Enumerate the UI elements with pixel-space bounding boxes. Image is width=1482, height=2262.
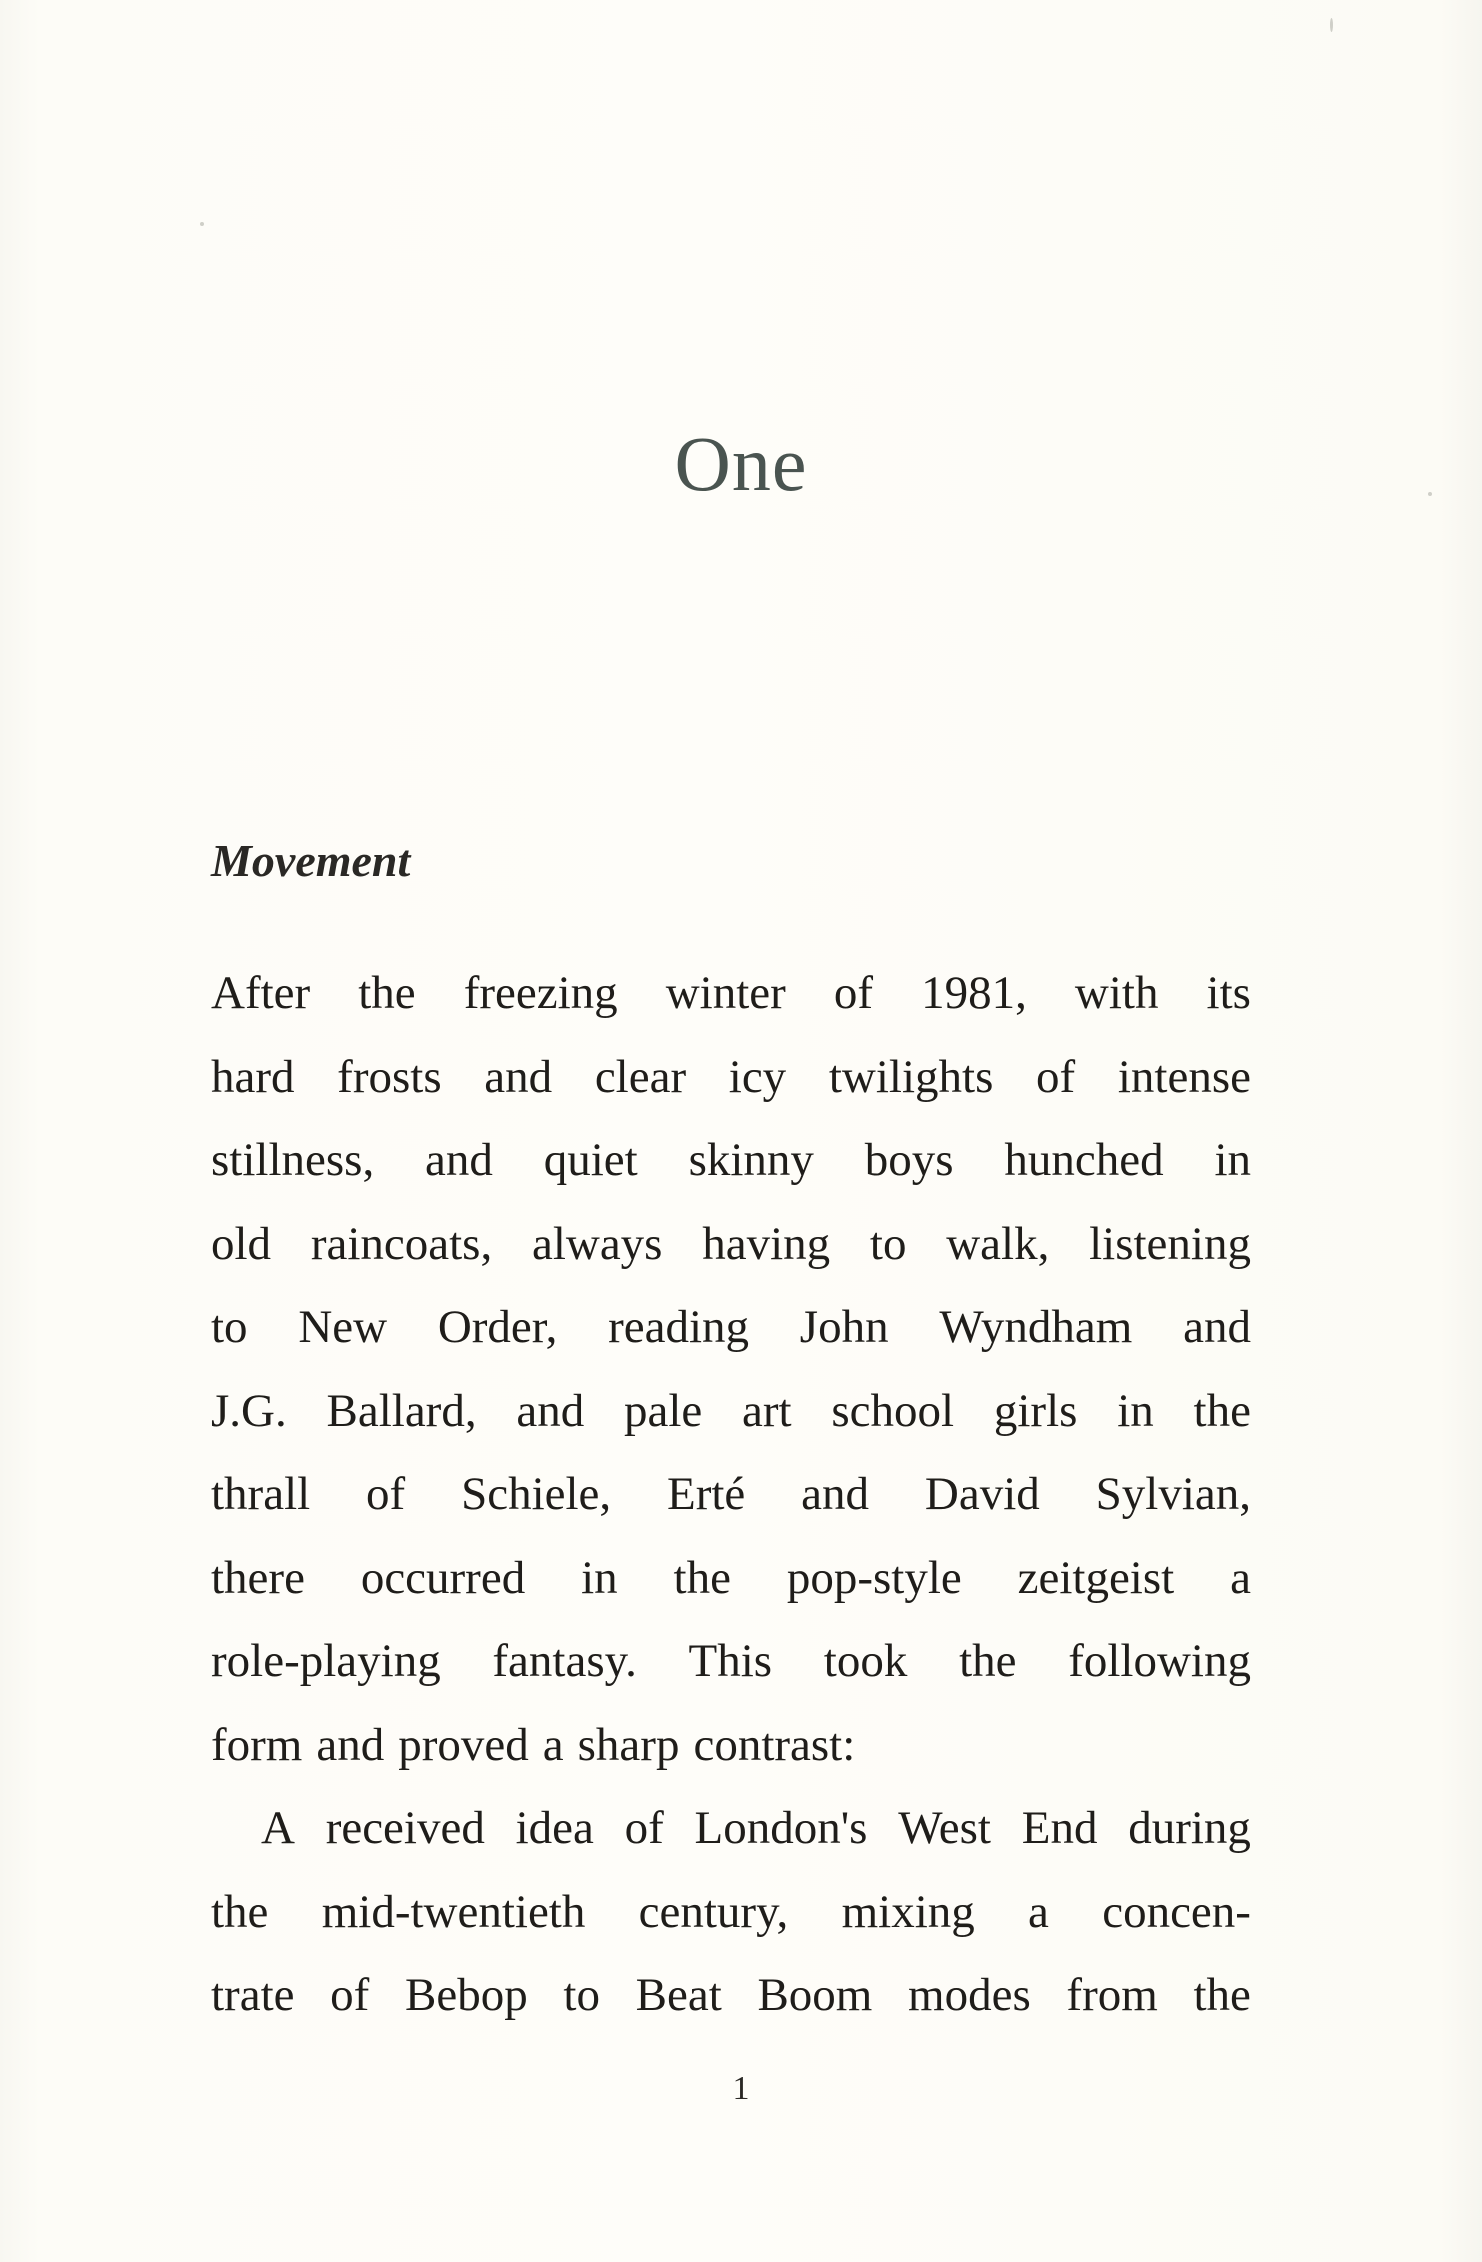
text-line [211,1787,1251,1871]
word: its [1206,967,1251,1019]
word: freezing [463,967,618,1019]
text-line [211,1453,1251,1537]
text-line [211,1370,1251,1454]
word: old [211,1217,272,1270]
word: mixing [841,1885,975,1938]
paper-speck [200,222,204,226]
word: of [330,1969,370,2021]
word: fantasy. [492,1635,637,1687]
word: boys [864,1134,954,1186]
section-heading: Movement [211,835,411,886]
chapter-title: One [674,420,808,507]
word: the [673,1551,731,1604]
word: pale [624,1384,703,1437]
word: with [1074,967,1159,1019]
word: Beat [635,1969,722,2021]
word: Order, [437,1301,558,1353]
word: John [799,1301,889,1353]
text-line [211,1871,1251,1955]
word: there [211,1551,305,1604]
paper-speck [1428,492,1432,496]
word: the [959,1635,1017,1687]
word: in [1117,1384,1154,1437]
word: and [425,1134,493,1186]
word: role-playing [211,1635,441,1687]
word: thrall [211,1468,311,1520]
word: always [531,1217,663,1270]
word: and [316,1718,385,1771]
word: Schiele, [461,1468,612,1520]
word: walk, [946,1217,1050,1270]
word: End [1021,1802,1098,1854]
word: reading [608,1301,750,1353]
word: skinny [688,1134,814,1186]
word: sharp [577,1718,680,1771]
word: took [823,1635,908,1687]
text-line [211,1704,1251,1788]
word: Boom [757,1969,873,2021]
word: hard [211,1050,295,1103]
body-text [211,952,1251,2038]
word: 1981, [921,967,1027,1019]
text-line [211,1036,1251,1120]
word: pop-style [786,1551,962,1604]
word: quiet [543,1134,638,1186]
word: London's [694,1802,868,1854]
word: and [484,1050,553,1103]
word: icy [728,1050,787,1103]
word: a [1230,1551,1251,1604]
word: idea [515,1802,594,1854]
word: proved [398,1718,529,1771]
word: twilights [828,1050,994,1103]
word: mid-twentieth [321,1885,586,1938]
paper-speck [1330,18,1333,32]
word: Wyndham [939,1301,1133,1353]
word: J.G. [211,1384,287,1437]
word: the [211,1885,269,1938]
word: to [563,1969,600,2021]
word: and [516,1384,585,1437]
page-number: 1 [732,2070,750,2107]
word: a [1028,1885,1049,1938]
word: stillness, [211,1134,375,1186]
word: in [581,1551,618,1604]
word: occurred [360,1551,526,1604]
word: century, [638,1885,789,1938]
word: a [542,1718,564,1771]
word: the [1193,1384,1251,1437]
word: of [833,967,874,1019]
word: concen- [1102,1885,1251,1938]
text-line [211,1286,1251,1370]
word: of [1036,1050,1076,1103]
word: A [261,1802,295,1854]
word: during [1128,1802,1251,1854]
text-line [211,1954,1251,2038]
word: hunched [1004,1134,1164,1186]
text-line [211,1620,1251,1704]
word: school [831,1384,955,1437]
word: This [688,1635,773,1687]
word: received [325,1802,485,1854]
word: David [924,1468,1040,1520]
word: Erté [667,1468,746,1520]
word: and [1183,1301,1251,1353]
word: of [624,1802,664,1854]
word: trate [211,1969,295,2021]
word: frosts [337,1050,442,1103]
word: intense [1117,1050,1251,1103]
word: Sylvian, [1095,1468,1251,1520]
word: raincoats, [310,1217,493,1270]
word: from [1066,1969,1158,2021]
word: to [869,1217,907,1270]
word: zeitgeist [1017,1551,1175,1604]
word: winter [665,967,786,1019]
word: to [211,1301,248,1353]
word: of [366,1468,406,1520]
word: listening [1089,1217,1251,1270]
word: the [358,967,416,1019]
word: Bebop [405,1969,528,2021]
word: modes [908,1969,1031,2021]
word: contrast: [693,1718,856,1771]
word: having [702,1217,831,1270]
word: and [801,1468,870,1520]
text-line [211,952,1251,1036]
text-line [211,1537,1251,1621]
text-line [211,1119,1251,1203]
word: West [898,1802,991,1854]
word: form [211,1718,303,1771]
text-line [211,1203,1251,1287]
word: Ballard, [326,1384,477,1437]
word: in [1214,1134,1251,1186]
word: After [211,967,311,1019]
word: New [298,1301,388,1353]
word: following [1068,1635,1251,1687]
word: the [1193,1969,1251,2021]
word: girls [993,1384,1078,1437]
word: art [742,1384,792,1437]
word: clear [594,1050,687,1103]
